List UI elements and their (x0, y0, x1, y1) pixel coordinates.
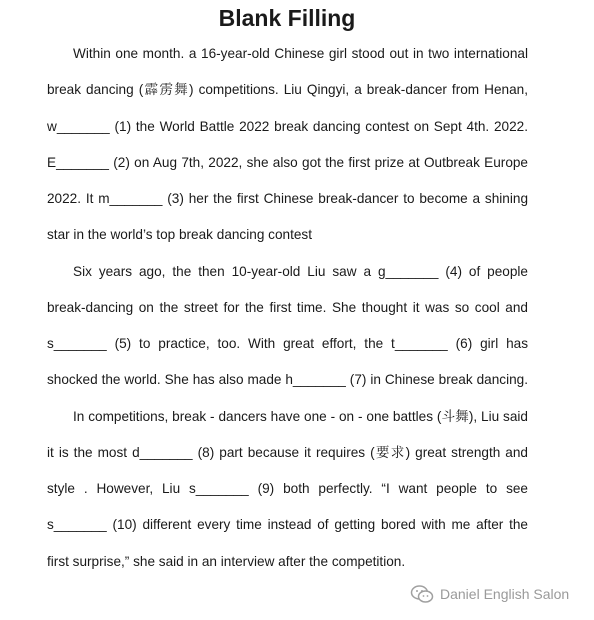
passage (47, 41, 528, 585)
passage-line: s_______ (10) different every time instead of getting bored with me after the (47, 517, 528, 533)
passage-line: E_______ (2) on Aug 7th, 2022, she also got the first prize at Outbreak Europe (47, 154, 528, 170)
passage-line: w_______ (1) the World Battle 2022 break dancing contest on Sept 4th. 2022. (47, 118, 528, 134)
passage-line: s_______ (5) to practice, too. With great effort, the t_______ (6) girl has (47, 336, 528, 351)
passage-line: 2022. It m_______ (3) her the first Chinese break-dancer to become a shining (47, 191, 528, 206)
passage-line: shocked the world. She has also made h_______ (7) in Chinese break dancing. (47, 372, 528, 388)
passage-line: first surprise,” she said in an interview after the competition. (47, 553, 406, 569)
page-title: Blank Filling (218, 5, 356, 31)
passage-line: break dancing (霹雳舞) competitions. Liu Qingyi, a break-dancer from Henan, (47, 82, 528, 98)
wechat-icon (410, 584, 434, 604)
passage-line: it is the most d_______ (8) part because it requires (要求) great strength and (47, 444, 528, 460)
passage-line: star in the world’s top break dancing contest (47, 227, 312, 243)
passage-line: style . However, Liu s_______ (9) both perfectly. “I want people to see (47, 481, 528, 496)
passage-line: break-dancing on the street for the first time. She thought it was so cool and (47, 299, 528, 315)
passage-line: Six years ago, the then 10-year-old Liu saw a g_______ (4) of people (73, 263, 528, 279)
watermark-text: Daniel English Salon (440, 586, 570, 602)
watermark (410, 582, 569, 606)
passage-line: In competitions, break - dancers have one - on - one battles (斗舞), Liu said (73, 408, 528, 424)
passage-line: Within one month. a 16-year-old Chinese girl stood out in two international (73, 46, 528, 61)
